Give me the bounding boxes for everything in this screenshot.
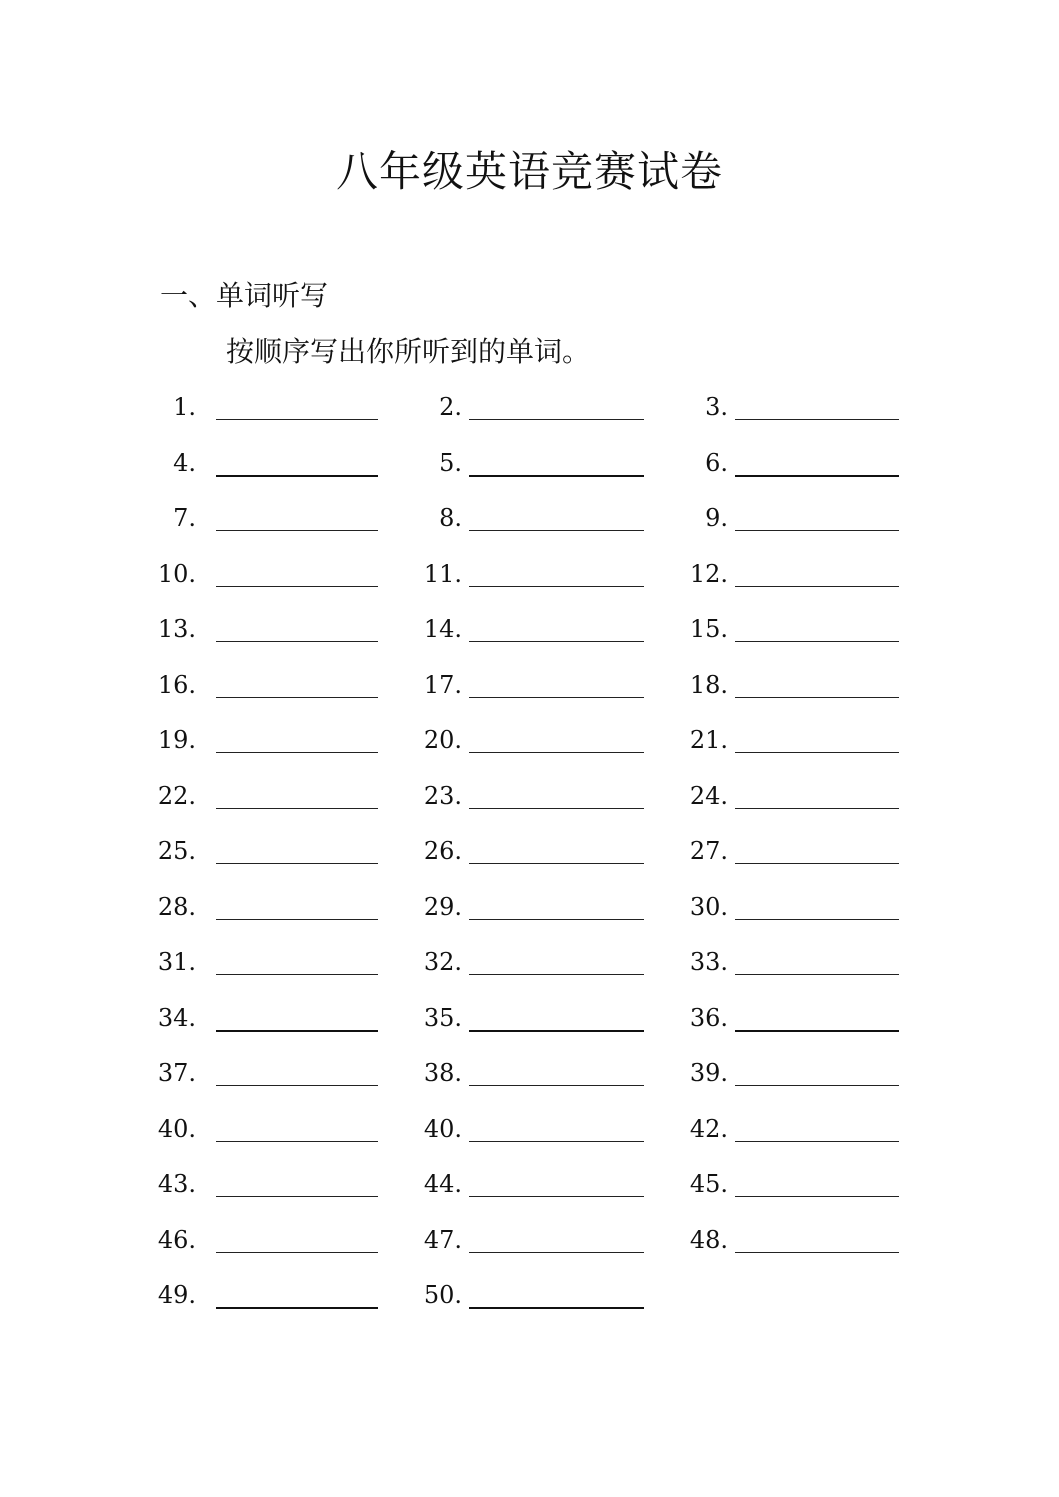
item-number: 48. bbox=[689, 1225, 728, 1254]
dictation-item bbox=[0, 720, 1059, 760]
item-number: 18. bbox=[689, 670, 728, 699]
dictation-item bbox=[0, 831, 1059, 871]
item-number: 21. bbox=[689, 726, 728, 754]
page-title: 八年级英语竞赛试卷 bbox=[335, 147, 723, 196]
item-number: 10. bbox=[157, 559, 196, 588]
item-number: 8. bbox=[439, 504, 462, 532]
answer-blank[interactable] bbox=[735, 475, 899, 477]
item-number: 40. bbox=[423, 1114, 462, 1143]
answer-blank[interactable] bbox=[735, 1030, 899, 1032]
item-number: 45. bbox=[689, 1170, 728, 1198]
item-number: 36. bbox=[689, 1003, 728, 1032]
item-number: 9. bbox=[705, 504, 728, 532]
dictation-item bbox=[0, 443, 1059, 483]
answer-blank[interactable] bbox=[735, 1085, 899, 1086]
item-number: 5. bbox=[439, 448, 462, 477]
answer-blank[interactable] bbox=[735, 697, 899, 698]
item-number: 50. bbox=[423, 1281, 462, 1309]
answer-blank[interactable] bbox=[735, 863, 899, 864]
item-number: 49. bbox=[157, 1281, 196, 1309]
item-number: 25. bbox=[157, 837, 196, 865]
item-number: 39. bbox=[689, 1059, 728, 1087]
dictation-item bbox=[0, 387, 1059, 427]
dictation-item bbox=[0, 554, 1059, 594]
dictation-item bbox=[0, 1164, 1059, 1204]
answer-blank[interactable] bbox=[735, 1196, 899, 1197]
answer-blank[interactable] bbox=[735, 641, 899, 642]
item-number: 1. bbox=[173, 393, 196, 421]
answer-blank[interactable] bbox=[735, 1141, 899, 1142]
dictation-item bbox=[0, 1109, 1059, 1149]
answer-blank[interactable] bbox=[735, 808, 899, 809]
item-number: 4. bbox=[173, 448, 196, 477]
item-number: 12. bbox=[689, 559, 728, 588]
answer-blank[interactable] bbox=[735, 919, 899, 920]
dictation-item bbox=[0, 665, 1059, 705]
answer-blank[interactable] bbox=[735, 1252, 899, 1253]
item-number: 37. bbox=[157, 1059, 196, 1087]
item-number: 24. bbox=[689, 781, 728, 810]
item-number: 23. bbox=[423, 781, 462, 810]
item-number: 31. bbox=[157, 948, 196, 976]
section-instruction: 按顺序写出你所听到的单词。 bbox=[226, 335, 591, 368]
item-number: 33. bbox=[689, 948, 728, 976]
item-number: 19. bbox=[157, 726, 196, 754]
dictation-item bbox=[0, 1275, 1059, 1315]
answer-blank[interactable] bbox=[735, 974, 899, 975]
dictation-item bbox=[0, 609, 1059, 649]
dictation-item bbox=[0, 887, 1059, 927]
dictation-item bbox=[0, 776, 1059, 816]
item-number: 32. bbox=[423, 948, 462, 976]
answer-blank[interactable] bbox=[735, 419, 899, 420]
item-number: 47. bbox=[423, 1225, 462, 1254]
answer-blank[interactable] bbox=[735, 530, 899, 531]
item-number: 14. bbox=[423, 615, 462, 643]
item-number: 44. bbox=[423, 1170, 462, 1198]
item-number: 15. bbox=[689, 615, 728, 643]
item-number: 42. bbox=[689, 1114, 728, 1143]
item-number: 6. bbox=[705, 448, 728, 477]
item-number: 29. bbox=[423, 892, 462, 921]
answer-blank[interactable] bbox=[469, 1307, 644, 1309]
item-number: 7. bbox=[173, 504, 196, 532]
dictation-item bbox=[0, 498, 1059, 538]
item-number: 11. bbox=[423, 559, 462, 588]
item-number: 43. bbox=[157, 1170, 196, 1198]
dictation-item bbox=[0, 1053, 1059, 1093]
item-number: 22. bbox=[157, 781, 196, 810]
item-number: 34. bbox=[157, 1003, 196, 1032]
dictation-item bbox=[0, 942, 1059, 982]
dictation-item bbox=[0, 998, 1059, 1038]
item-number: 40. bbox=[157, 1114, 196, 1143]
item-number: 27. bbox=[689, 837, 728, 865]
item-number: 20. bbox=[423, 726, 462, 754]
item-number: 16. bbox=[157, 670, 196, 699]
item-number: 38. bbox=[423, 1059, 462, 1087]
item-number: 28. bbox=[157, 892, 196, 921]
answer-blank[interactable] bbox=[735, 752, 899, 753]
section-heading: 一、单词听写 bbox=[160, 279, 329, 312]
item-number: 2. bbox=[439, 393, 462, 421]
dictation-item bbox=[0, 1220, 1059, 1260]
item-number: 35. bbox=[423, 1003, 462, 1032]
item-number: 13. bbox=[157, 615, 196, 643]
item-number: 17. bbox=[423, 670, 462, 699]
item-number: 46. bbox=[157, 1225, 196, 1254]
item-number: 26. bbox=[423, 837, 462, 865]
answer-blank[interactable] bbox=[735, 586, 899, 587]
item-number: 30. bbox=[689, 892, 728, 921]
item-number: 3. bbox=[705, 393, 728, 421]
